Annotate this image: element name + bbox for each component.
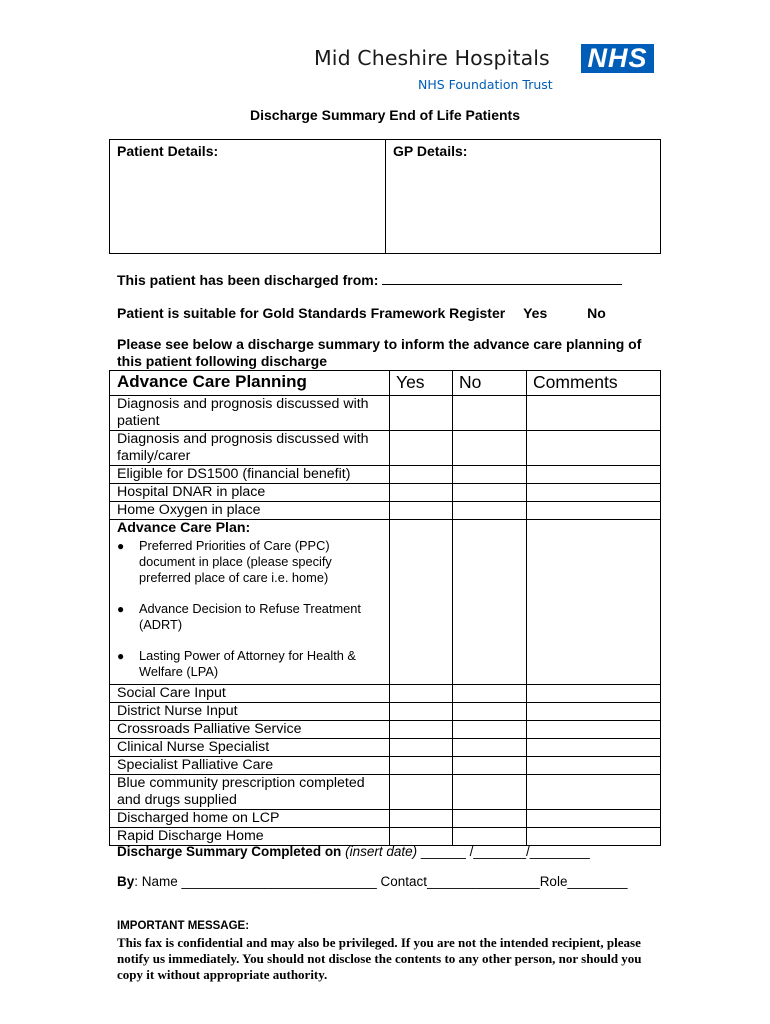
name-label: : Name: [134, 874, 178, 889]
row-label: Discharged home on LCP: [110, 810, 390, 828]
bullet-icon: ●: [117, 539, 125, 553]
row-label: Diagnosis and prognosis discussed with family/carer: [110, 431, 390, 466]
advance-care-intro: Please see below a discharge summary to inform the advance care planning of this patient following discharge: [117, 336, 642, 369]
comments-cell[interactable]: [527, 703, 661, 721]
row-label: Rapid Discharge Home: [110, 828, 390, 846]
yes-cell[interactable]: [390, 502, 453, 520]
table-row: [110, 484, 661, 502]
row-label: Blue community prescription completed and drugs supplied: [110, 775, 390, 810]
yes-cell[interactable]: [390, 396, 453, 431]
yes-cell[interactable]: [390, 828, 453, 846]
plan-item-ppc: Preferred Priorities of Care (PPC) document in place (please specify preferred place of care i.e. home): [139, 538, 332, 585]
comments-cell[interactable]: [527, 484, 661, 502]
nhs-logo: NHS: [581, 44, 654, 73]
role-field[interactable]: ________: [567, 874, 628, 889]
insert-date-hint: (insert date): [345, 844, 418, 859]
table-row: [110, 739, 661, 757]
table-row: [110, 431, 661, 466]
gsf-line: [117, 305, 606, 321]
yes-cell[interactable]: [390, 466, 453, 484]
yes-cell[interactable]: [390, 703, 453, 721]
no-cell[interactable]: [453, 396, 527, 431]
table-row: [110, 502, 661, 520]
important-message-label: IMPORTANT MESSAGE:: [117, 920, 250, 932]
table-row: [110, 810, 661, 828]
by-label: By: [117, 874, 135, 889]
hospital-header: [300, 40, 660, 96]
no-cell[interactable]: [453, 703, 527, 721]
name-field[interactable]: __________________________: [181, 874, 377, 889]
row-label: Specialist Palliative Care: [110, 757, 390, 775]
no-cell[interactable]: [453, 466, 527, 484]
gsf-yes-option[interactable]: Yes: [523, 305, 548, 321]
gsf-no-option[interactable]: No: [587, 305, 606, 321]
list-item: [117, 538, 382, 586]
discharged-from-field[interactable]: [382, 271, 622, 285]
advance-care-table: [109, 370, 661, 846]
gsf-label: Patient is suitable for Gold Standards Framework Register: [117, 305, 506, 321]
bullet-icon: ●: [117, 649, 125, 663]
table-row: [110, 757, 661, 775]
bullet-icon: ●: [117, 602, 125, 616]
header-comments: Comments: [527, 371, 661, 396]
no-cell[interactable]: [453, 520, 527, 685]
no-cell[interactable]: [453, 810, 527, 828]
header-advance-care-planning: Advance Care Planning: [110, 371, 390, 396]
comments-cell[interactable]: [527, 396, 661, 431]
completed-date-field[interactable]: ______ /_______/________: [420, 844, 590, 859]
gp-details-cell[interactable]: [386, 140, 660, 253]
comments-cell[interactable]: [527, 721, 661, 739]
comments-cell[interactable]: [527, 466, 661, 484]
org-name: Mid Cheshire Hospitals: [314, 46, 550, 70]
confidentiality-notice: This fax is confidential and may also be privileged. If you are not the intended recipient, please notify us immediately. You should not disclose the contents to any other person, nor should you copy it without appropriate authority.: [117, 935, 642, 982]
header-no: No: [453, 371, 527, 396]
list-item: [117, 648, 382, 680]
comments-cell[interactable]: [527, 775, 661, 810]
details-box: [109, 139, 661, 254]
table-row: [110, 775, 661, 810]
advance-care-plan-cell: [110, 520, 390, 685]
discharged-from-label: This patient has been discharged from:: [117, 272, 379, 288]
patient-details-label: Patient Details:: [117, 143, 219, 159]
yes-cell[interactable]: [390, 810, 453, 828]
header-yes: Yes: [390, 371, 453, 396]
no-cell[interactable]: [453, 739, 527, 757]
comments-cell[interactable]: [527, 431, 661, 466]
org-subtitle: NHS Foundation Trust: [418, 77, 553, 92]
no-cell[interactable]: [453, 828, 527, 846]
yes-cell[interactable]: [390, 484, 453, 502]
table-row: [110, 466, 661, 484]
yes-cell[interactable]: [390, 775, 453, 810]
comments-cell[interactable]: [527, 739, 661, 757]
yes-cell[interactable]: [390, 739, 453, 757]
completed-by-line: [117, 874, 628, 889]
advance-care-plan-label: Advance Care Plan:: [117, 520, 251, 536]
plan-item-lpa: Lasting Power of Attorney for Health & Welfare (LPA): [139, 648, 356, 679]
list-item: [117, 601, 382, 633]
row-label: Home Oxygen in place: [110, 502, 390, 520]
comments-cell[interactable]: [527, 828, 661, 846]
role-label: Role: [539, 874, 568, 889]
table-row: [110, 703, 661, 721]
row-label: Social Care Input: [110, 685, 390, 703]
gp-details-label: GP Details:: [393, 143, 468, 159]
contact-field[interactable]: _______________: [427, 874, 540, 889]
no-cell[interactable]: [453, 431, 527, 466]
row-label: District Nurse Input: [110, 703, 390, 721]
yes-cell[interactable]: [390, 757, 453, 775]
comments-cell[interactable]: [527, 502, 661, 520]
row-label: Eligible for DS1500 (financial benefit): [110, 466, 390, 484]
row-label: Diagnosis and prognosis discussed with patient: [110, 396, 390, 431]
no-cell[interactable]: [453, 757, 527, 775]
no-cell[interactable]: [453, 775, 527, 810]
completed-on-line: [117, 844, 590, 859]
document-title: Discharge Summary End of Life Patients: [250, 107, 520, 123]
row-label: Hospital DNAR in place: [110, 484, 390, 502]
yes-cell[interactable]: [390, 520, 453, 685]
table-row: [110, 396, 661, 431]
yes-cell[interactable]: [390, 431, 453, 466]
discharged-from-line: [117, 271, 622, 288]
no-cell[interactable]: [453, 721, 527, 739]
table-row: [110, 685, 661, 703]
patient-details-cell[interactable]: [110, 140, 386, 253]
no-cell[interactable]: [453, 502, 527, 520]
yes-cell[interactable]: [390, 685, 453, 703]
plan-item-adrt: Advance Decision to Refuse Treatment (ADRT): [139, 601, 361, 632]
advance-care-plan-list: [117, 538, 382, 680]
table-row: [110, 721, 661, 739]
yes-cell[interactable]: [390, 721, 453, 739]
advance-care-plan-row: [110, 520, 661, 685]
contact-label: Contact: [380, 874, 428, 889]
table-row: [110, 828, 661, 846]
table-header-row: [110, 371, 661, 396]
row-label: Clinical Nurse Specialist: [110, 739, 390, 757]
completed-on-label: Discharge Summary Completed on: [117, 844, 342, 859]
row-label: Crossroads Palliative Service: [110, 721, 390, 739]
comments-cell[interactable]: [527, 757, 661, 775]
comments-cell[interactable]: [527, 520, 661, 685]
no-cell[interactable]: [453, 685, 527, 703]
no-cell[interactable]: [453, 484, 527, 502]
comments-cell[interactable]: [527, 810, 661, 828]
comments-cell[interactable]: [527, 685, 661, 703]
